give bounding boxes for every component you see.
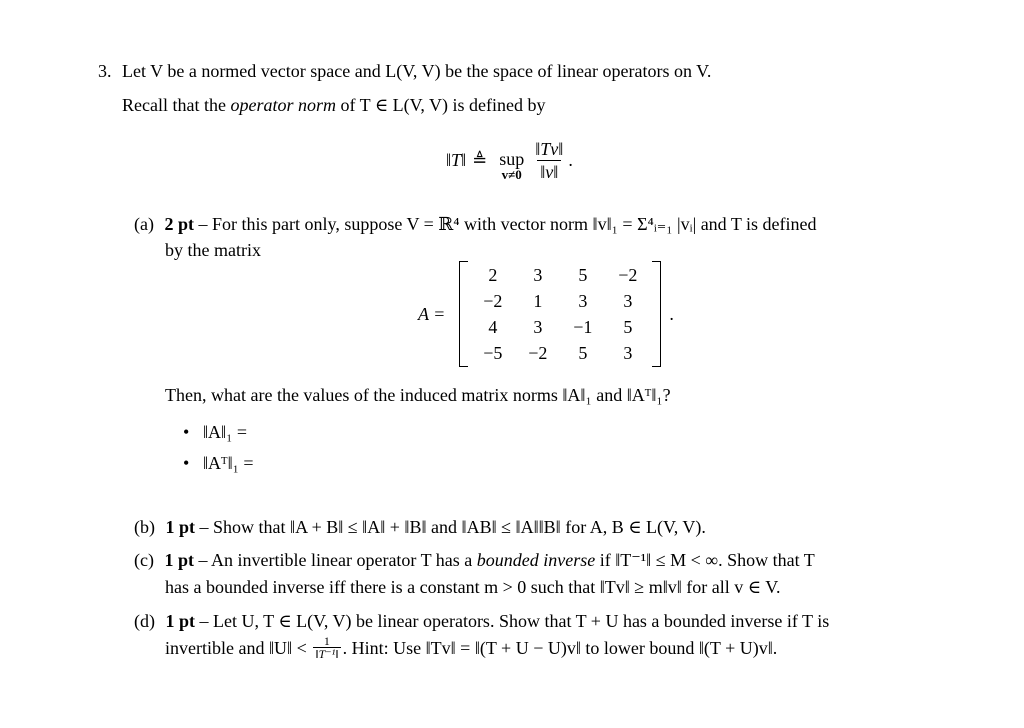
part-b-label: (b) bbox=[134, 517, 155, 537]
operator-norm-formula bbox=[446, 132, 573, 188]
bullet-dot: • bbox=[183, 453, 190, 473]
part-a-line2 bbox=[165, 238, 261, 262]
part-b-line bbox=[134, 515, 706, 539]
matrix-row bbox=[470, 340, 650, 366]
matrix-cell: −2 bbox=[528, 343, 548, 363]
part-c-label: (c) bbox=[134, 550, 154, 570]
recall-prefix: Recall that the bbox=[122, 95, 226, 115]
formula-sup-sub: v≠0 bbox=[501, 167, 522, 182]
part-c-points: 1 pt bbox=[164, 550, 194, 570]
matrix-cell: 4 bbox=[488, 317, 498, 337]
bullet-dot: • bbox=[183, 422, 190, 442]
part-a-label: (a) bbox=[134, 214, 154, 234]
matrix-row bbox=[470, 314, 650, 340]
part-a-question bbox=[165, 383, 671, 407]
recall-line bbox=[122, 93, 545, 117]
part-b-text: – Show that ‖A + B‖ ≤ ‖A‖ + ‖B‖ and ‖AB‖ ≤ ‖A‖‖B‖ for A, B ∈ L(V, V). bbox=[199, 517, 706, 537]
matrix-right-bracket bbox=[652, 261, 661, 367]
part-a-points: 2 pt bbox=[164, 214, 194, 234]
recall-suffix: of T ∈ L(V, V) is defined by bbox=[340, 95, 546, 115]
matrix-cell: 3 bbox=[623, 291, 633, 311]
matrix-cell: −2 bbox=[483, 291, 503, 311]
formula-sup-word: sup bbox=[499, 149, 525, 169]
part-d-text-prefix: invertible and ‖U‖ < bbox=[165, 638, 307, 658]
matrix-cell: 5 bbox=[578, 265, 588, 285]
part-a-line1 bbox=[134, 212, 817, 236]
matrix-table bbox=[470, 262, 650, 366]
bullet-text: ‖A‖₁ = bbox=[203, 422, 248, 442]
part-d-text-line1: – Let U, T ∈ L(V, V) be linear operators. Show that T + U has a bounded inverse if T is bbox=[199, 611, 830, 631]
formula-delta: ≜ bbox=[472, 149, 488, 170]
matrix-row bbox=[470, 262, 650, 288]
matrix-cell: 3 bbox=[578, 291, 588, 311]
part-a-question-text: Then, what are the values of the induced matrix norms ‖A‖₁ and ‖Aᵀ‖₁? bbox=[165, 385, 671, 405]
part-c-text-suffix: if ‖T⁻¹‖ ≤ M < ∞. Show that T bbox=[599, 550, 815, 570]
matrix-end: . bbox=[669, 303, 674, 324]
formula-fraction bbox=[532, 138, 566, 183]
matrix-cell: −1 bbox=[573, 317, 593, 337]
matrix-cell: −5 bbox=[483, 343, 503, 363]
part-d-points: 1 pt bbox=[165, 611, 196, 631]
formula-end: . bbox=[568, 149, 573, 170]
part-c-text-prefix: – An invertible linear operator T has a bbox=[198, 550, 473, 570]
formula-numerator: ‖Tv‖ bbox=[535, 138, 564, 159]
part-d-label: (d) bbox=[134, 611, 155, 631]
part-d-frac-num: 1 bbox=[323, 634, 330, 649]
matrix-a bbox=[418, 262, 674, 366]
part-c-line1 bbox=[134, 548, 815, 572]
part-c-line2 bbox=[165, 575, 780, 599]
matrix-cell: 3 bbox=[533, 265, 543, 285]
problem-intro-line bbox=[98, 59, 711, 83]
part-c-text-italic: bounded inverse bbox=[476, 550, 596, 570]
part-c-text-line2: has a bounded inverse iff there is a constant m > 0 such that ‖Tv‖ ≥ m‖v‖ for all v ∈ V. bbox=[165, 577, 781, 597]
part-d-text-suffix: . Hint: Use ‖Tv‖ = ‖(T + U − U)v‖ to lower bound ‖(T + U)v‖. bbox=[342, 638, 778, 658]
problem-number: 3. bbox=[98, 61, 112, 81]
matrix-cell: 3 bbox=[623, 343, 633, 363]
part-d-line2 bbox=[165, 636, 777, 662]
part-b-points: 1 pt bbox=[165, 517, 196, 537]
part-d-line1 bbox=[134, 609, 829, 633]
matrix-cell: −2 bbox=[618, 265, 638, 285]
matrix-cell: 3 bbox=[533, 317, 543, 337]
part-d-fraction bbox=[313, 635, 340, 660]
part-a-text-line1: – For this part only, suppose V = ℝ⁴ with vector norm ‖v‖₁ = Σ⁴ᵢ₌₁ |vᵢ| and T is defined bbox=[198, 214, 817, 234]
formula-lhs: ‖T‖ bbox=[446, 149, 467, 170]
part-d-frac-den: ‖T⁻¹‖ bbox=[315, 647, 339, 662]
bullet-text: ‖Aᵀ‖₁ = bbox=[203, 453, 254, 473]
formula-denominator: ‖v‖ bbox=[537, 160, 561, 183]
bullet-item bbox=[183, 451, 254, 475]
matrix-row bbox=[470, 288, 650, 314]
recall-italic: operator norm bbox=[230, 95, 336, 115]
matrix-cell: 1 bbox=[533, 291, 543, 311]
matrix-cell: 5 bbox=[578, 343, 588, 363]
problem-intro: Let V be a normed vector space and L(V, V) be the space of linear operators on V. bbox=[122, 61, 712, 81]
matrix-cell: 5 bbox=[623, 317, 633, 337]
matrix-cell: 2 bbox=[488, 265, 498, 285]
formula-sup bbox=[499, 150, 524, 182]
part-a-text-line2: by the matrix bbox=[165, 240, 261, 260]
matrix-label: A = bbox=[418, 303, 446, 324]
matrix-left-bracket bbox=[459, 261, 468, 367]
bullet-item bbox=[183, 420, 247, 444]
